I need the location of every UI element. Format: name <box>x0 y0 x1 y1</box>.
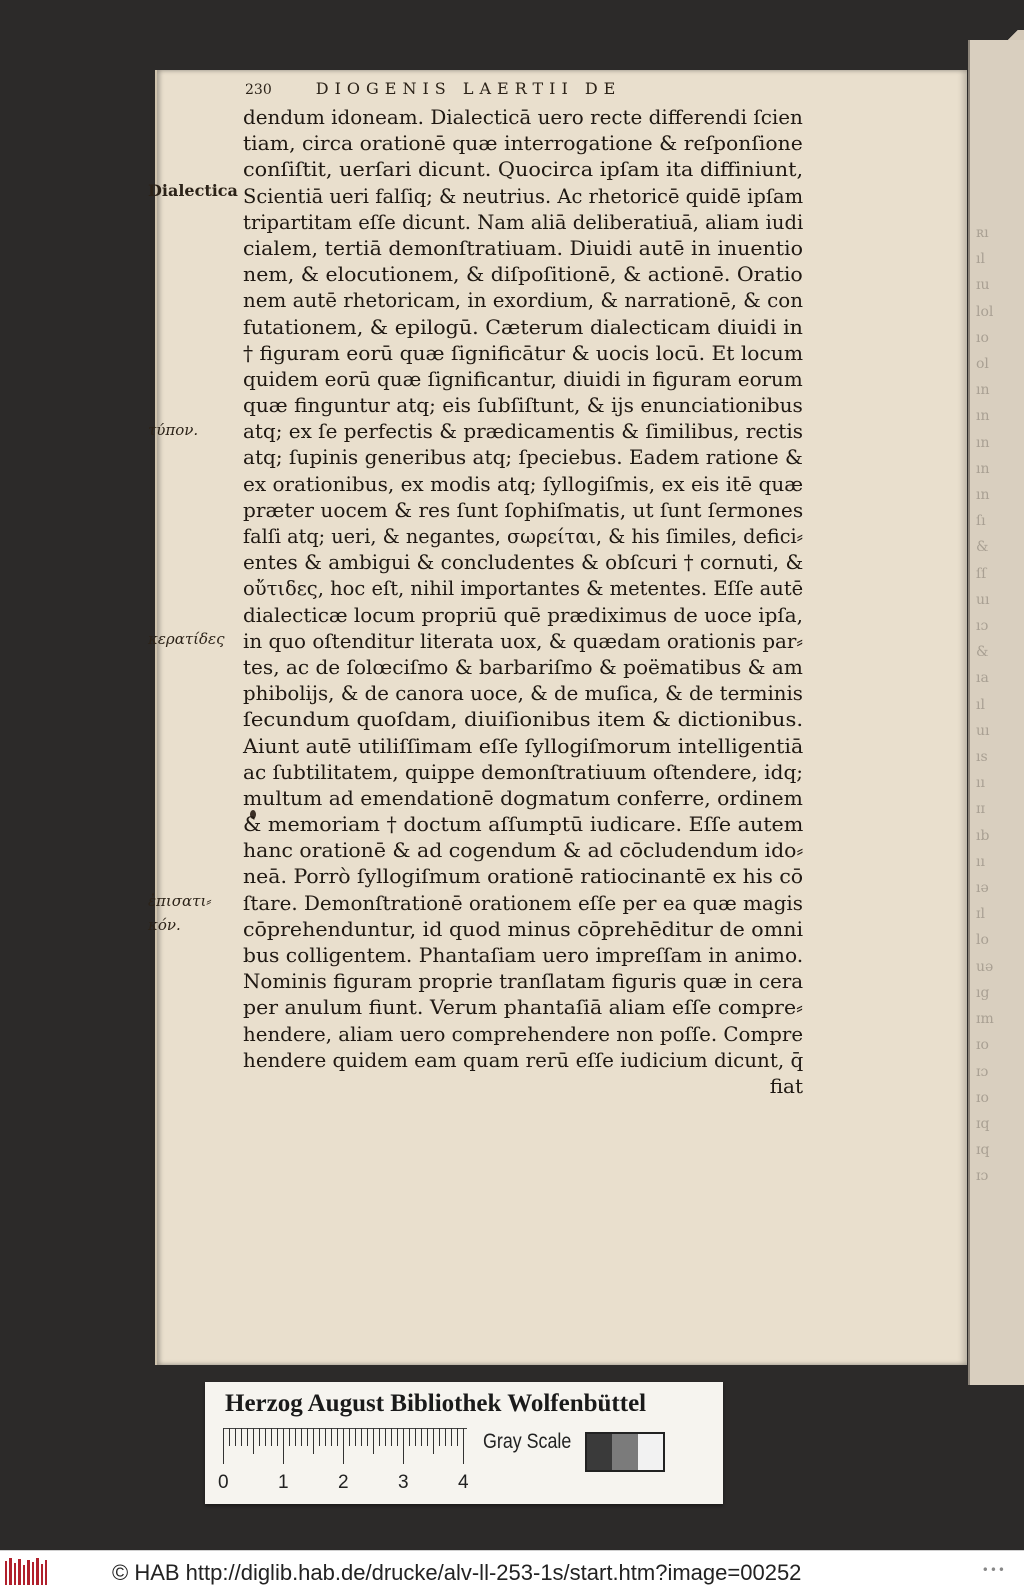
gray-scale-label: Gray Scale <box>483 1430 572 1453</box>
text-line: multum ad emendationē dogmatum conferre, ordinem <box>243 785 803 810</box>
catchword: fiat <box>769 1073 803 1098</box>
ruler-tick <box>307 1428 308 1446</box>
margin-note-typon: τύπον. <box>148 421 199 439</box>
next-page-edge <box>968 40 1024 1385</box>
ruler-tick <box>415 1428 416 1446</box>
text-line: tripartitam eſſe dicunt. Nam aliā deliberatiuā, aliam iudi <box>243 209 804 234</box>
ruler-tick <box>229 1428 230 1446</box>
ruler-tick <box>253 1428 254 1454</box>
ruler-tick <box>349 1428 350 1446</box>
text-line: bus colligentem. Phantaſiam uero impreſſam in animo. <box>243 943 804 967</box>
text-line: nem autē rhetoricam, in exordium, & narrationē, & con <box>243 288 803 313</box>
gray-swatch <box>638 1434 663 1470</box>
ruler-tick <box>271 1428 272 1446</box>
text-line: tes, ac de ſolœciſmo & barbariſmo & poëmatibus & am <box>243 654 803 679</box>
text-line: dialecticæ locum propriū quē prædiximus de uoce ipſa, <box>243 602 803 627</box>
text-line: Nominis figuram proprie tranſlatam figuris quæ in cera <box>243 969 804 994</box>
ruler-tick <box>259 1428 260 1446</box>
text-line: dendum idoneam. Dialecticā uero recte differendi ſcien <box>243 105 803 129</box>
ruler-tick <box>289 1428 290 1446</box>
ruler-tick <box>403 1428 404 1464</box>
text-line: falſi atq; ueri, & negantes, σωρείται, & his ſimiles, defici⸗ <box>243 524 804 548</box>
ruler-tick <box>337 1428 338 1446</box>
ruler-tick <box>319 1428 320 1446</box>
ruler-tick <box>241 1428 242 1446</box>
text-line: ac ſubtilitatem, quippe demonſtratiuum oſtendere, idq; <box>243 759 804 784</box>
running-head <box>245 79 805 98</box>
ruler-tick <box>463 1428 464 1464</box>
ruler-tick <box>283 1428 284 1464</box>
ruler-tick <box>223 1428 224 1464</box>
ruler-number: 3 <box>398 1472 409 1493</box>
text-line: atq; ſupinis generibus atq; ſpeciebus. Eadem ratione & <box>243 445 803 470</box>
footer-bar <box>0 1550 1024 1592</box>
text-line: in quo oſtenditur literata uox, & quædam orationis par⸗ <box>243 628 804 653</box>
more-icon[interactable]: ••• <box>981 1563 1006 1577</box>
ruler-tick <box>343 1428 344 1464</box>
ruler-tick <box>331 1428 332 1446</box>
ruler-tick <box>433 1428 434 1454</box>
ruler-tick <box>355 1428 356 1446</box>
gray-swatch <box>612 1434 637 1470</box>
ruler-tick <box>313 1428 314 1454</box>
margin-note-dialectica: Dialectica <box>148 181 238 200</box>
ruler-tick <box>451 1428 452 1446</box>
text-line: entes & ambigui & concludentes & obſcuri † cornuti, & <box>243 550 804 575</box>
text-line: præter uocem & res ſunt ſophiſmatis, ut ſunt ſermones <box>243 497 804 522</box>
text-line: conſiſtit, uerſari dicunt. Quocirca ipſam ita diffiniunt, <box>243 157 804 182</box>
ruler-number: 4 <box>458 1472 469 1493</box>
footer-credit-link[interactable]: © HAB http://diglib.hab.de/drucke/alv-ll-253-1s/start.htm?image=00252 <box>112 1560 802 1585</box>
margin-note-episatikon-2: κόν. <box>148 916 181 934</box>
text-line: quæ finguntur atq; eis ſubſiſtunt, & ijs enunciationibus <box>243 393 803 418</box>
margin-note-episatikon-1: ἐπισατι⸗ <box>148 892 212 910</box>
text-line: ex orationibus, ex modis atq; ſyllogiſmis, ex eis itē quæ <box>243 471 804 496</box>
text-line: nem, & elocutionem, & diſpoſitionē, & actionē. Oratio <box>243 262 803 287</box>
ruler-tick <box>409 1428 410 1446</box>
institution-name: Herzog August Bibliothek Wolfenbüttel <box>225 1390 647 1417</box>
text-line: hendere, aliam uero comprehendere non poſſe. Compre <box>243 1021 804 1046</box>
ruler-tick <box>295 1428 296 1446</box>
text-line: cōprehenduntur, id quod minus cōprehēditur de omni <box>243 916 804 941</box>
body-text <box>243 104 803 1099</box>
ruler-number: 0 <box>218 1472 229 1493</box>
ruler-tick <box>301 1428 302 1446</box>
text-line: cialem, tertiā demonſtratiuam. Diuidi autē in inuentio <box>243 235 803 260</box>
text-line: atq; ex ſe perfectis & prædicamentis & ſimilibus, rectis <box>243 419 803 444</box>
ruler-number: 2 <box>338 1472 349 1493</box>
text-line: οὔτιδες, hoc eſt, nihil importantes & metentes. Eſſe autē <box>243 576 804 601</box>
text-line: ſtare. Demonſtrationē orationem eſſe per ea quæ magis <box>243 890 803 915</box>
text-line: Aiunt autē utiliſſimam eſſe ſyllogiſmorum intelligentiā <box>243 733 804 758</box>
ruler-tick <box>367 1428 368 1446</box>
gray-scale-swatches <box>585 1432 665 1472</box>
colour-reference-card <box>205 1382 723 1504</box>
text-line: quidem eorū quæ ſignificantur, diuidi in figuram eorum <box>243 366 803 391</box>
ruler-tick <box>439 1428 440 1446</box>
ruler-tick <box>445 1428 446 1446</box>
ruler <box>218 1428 473 1493</box>
text-line: † figuram eorū quæ ſignificātur & uocis locū. Et locum <box>243 340 803 365</box>
running-title: DIOGENIS LAERTII DE <box>315 79 622 98</box>
text-line: ſecundum quoſdam, diuiſionibus item & dictionibus. <box>243 707 804 732</box>
ruler-tick <box>391 1428 392 1446</box>
text-line: futationem, & epilogū. Cæterum dialecticam diuidi in <box>243 314 803 339</box>
next-page-fragment: ʀı ıl ɪu lol ıo ol ın ın ın ın ın ſı & ſſ uı ıɔ & ıa ıl uı ıs ıı ɪɪ ıb ıı ıə ɪl lo uə ıg ɪm ɪo ɪɔ ɪo ɪq ɪq ɪɔ <box>976 225 994 1185</box>
text-line: Scientiā ueri falſiq; & neutrius. Ac rhetoricē quidē ipſam <box>243 183 804 208</box>
ruler-tick <box>265 1428 266 1446</box>
gray-swatch <box>587 1434 612 1470</box>
ruler-tick <box>247 1428 248 1446</box>
text-line: hendere quidem eam quam rerū eſſe iudicium dicunt, q̄ <box>243 1047 804 1072</box>
ruler-tick <box>457 1428 458 1446</box>
text-line: hanc orationē & ad cogendum & ad cōcludendum ido⸗ <box>243 838 804 863</box>
ruler-tick <box>325 1428 326 1446</box>
text-line: tiam, circa orationē quæ interrogatione & reſponſione <box>243 131 803 156</box>
folio-number: 230 <box>245 82 272 98</box>
ruler-tick <box>373 1428 374 1454</box>
ruler-number: 1 <box>278 1472 289 1493</box>
margin-note-keratides: κερατίδες <box>148 630 225 648</box>
ruler-tick <box>235 1428 236 1446</box>
text-line: & memoriam † doctum aſſumptū iudicare. Eſſe autem <box>243 812 804 837</box>
barcode-logo-icon[interactable] <box>4 1557 48 1587</box>
text-line: phibolijs, & de canora uoce, & de muſica, & de terminis <box>243 681 803 706</box>
ruler-tick <box>427 1428 428 1446</box>
ruler-tick <box>421 1428 422 1446</box>
ruler-tick <box>385 1428 386 1446</box>
ruler-tick <box>361 1428 362 1446</box>
text-line: neā. Porrò ſyllogiſmum orationē ratiocinantē ex his cō <box>243 864 804 889</box>
ruler-tick <box>277 1428 278 1446</box>
ruler-tick <box>397 1428 398 1446</box>
ruler-tick <box>379 1428 380 1446</box>
text-line: per anulum fiunt. Verum phantaſiā aliam eſſe compre⸗ <box>243 995 803 1020</box>
